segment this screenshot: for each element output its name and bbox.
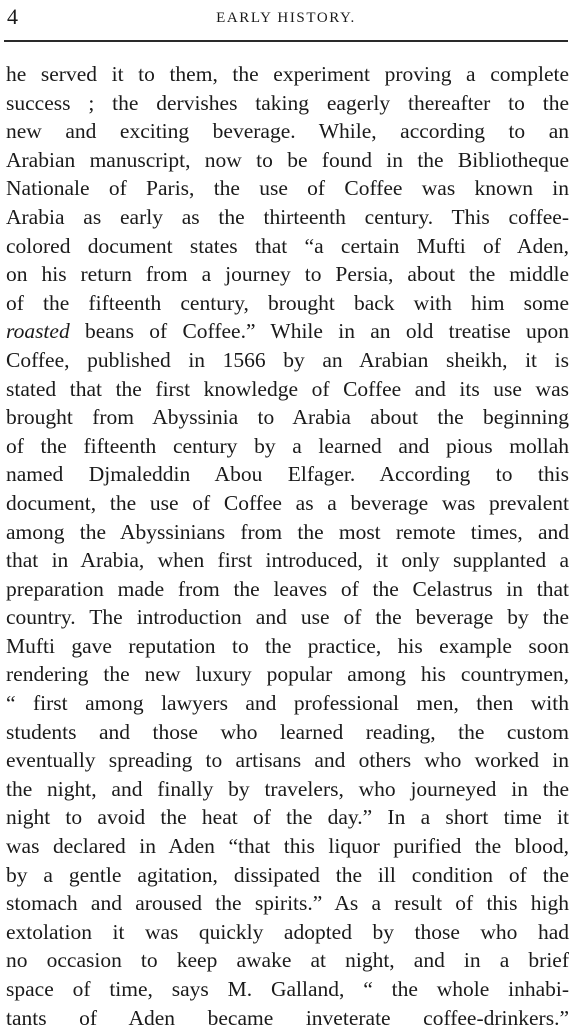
line-text: beans of Coffee.” While in an old treatise upon bbox=[69, 319, 569, 344]
text-line bbox=[6, 375, 569, 404]
line-text: stated that the first knowledge of Coffee and its use was bbox=[6, 376, 569, 401]
text-line bbox=[6, 603, 569, 632]
line-text: by a gentle agitation, dissipated the ill condition of the bbox=[6, 862, 569, 887]
text-line bbox=[6, 918, 569, 947]
line-text: of the fifteenth century by a learned and pious mollah bbox=[6, 433, 569, 458]
italic-word: roasted bbox=[6, 319, 70, 344]
line-text: of the fifteenth century, brought back with him some bbox=[6, 290, 569, 315]
text-line bbox=[6, 889, 569, 918]
page-number: 4 bbox=[7, 4, 18, 29]
line-text: Nationale of Paris, the use of Coffee was known in bbox=[6, 176, 569, 201]
text-line bbox=[6, 803, 569, 832]
line-text: tants of Aden became inveterate coffee-drinkers.” bbox=[6, 1005, 569, 1030]
text-line bbox=[6, 203, 569, 232]
line-text: new and exciting beverage. While, according to an bbox=[6, 119, 569, 144]
text-line bbox=[6, 432, 569, 461]
line-text: Arabia as early as the thirteenth century. This coffee- bbox=[6, 204, 569, 229]
text-line bbox=[6, 317, 569, 346]
text-line bbox=[6, 1004, 569, 1032]
text-line bbox=[6, 260, 569, 289]
text-line bbox=[6, 689, 569, 718]
line-text: students and those who learned reading, the custom bbox=[6, 719, 569, 744]
line-text: no occasion to keep awake at night, and in a brief bbox=[6, 948, 569, 973]
line-text: brought from Abyssinia to Arabia about the beginning bbox=[6, 405, 569, 430]
line-text: stomach and aroused the spirits.” As a result of this high bbox=[6, 891, 569, 916]
text-line bbox=[6, 117, 569, 146]
line-text: among the Abyssinians from the most remote times, and bbox=[6, 519, 569, 544]
text-line bbox=[6, 975, 569, 1004]
text-line bbox=[6, 89, 569, 118]
line-text: named Djmaleddin Abou Elfager. According to this bbox=[6, 462, 569, 487]
text-line bbox=[6, 746, 569, 775]
text-line bbox=[6, 518, 569, 547]
text-line bbox=[6, 946, 569, 975]
line-text: eventually spreading to artisans and others who worked in bbox=[6, 748, 569, 773]
text-line bbox=[6, 718, 569, 747]
line-text: the night, and finally by travelers, who journeyed in the bbox=[6, 776, 569, 801]
text-line bbox=[6, 832, 569, 861]
text-line bbox=[6, 403, 569, 432]
line-text: on his return from a journey to Persia, about the middle bbox=[6, 262, 569, 287]
line-text: Coffee, published in 1566 by an Arabian sheikh, it is bbox=[6, 347, 569, 372]
line-text: “ first among lawyers and professional men, then with bbox=[6, 691, 569, 716]
text-line bbox=[6, 861, 569, 890]
text-line bbox=[6, 460, 569, 489]
text-line bbox=[6, 60, 569, 89]
running-title: EARLY HISTORY. bbox=[216, 10, 356, 26]
text-line bbox=[6, 289, 569, 318]
text-line bbox=[6, 660, 569, 689]
text-line bbox=[6, 775, 569, 804]
text-line bbox=[6, 232, 569, 261]
line-text: that in Arabia, when first introduced, it only supplanted a bbox=[6, 548, 569, 573]
text-line bbox=[6, 632, 569, 661]
line-text: Arabian manuscript, now to be found in the Bibliotheque bbox=[6, 147, 569, 172]
line-text: extolation it was quickly adopted by those who had bbox=[6, 919, 569, 944]
text-line bbox=[6, 546, 569, 575]
text-line bbox=[6, 146, 569, 175]
line-text: Mufti gave reputation to the practice, his example soon bbox=[6, 633, 569, 658]
line-text: success ; the dervishes taking eagerly thereafter to the bbox=[6, 90, 569, 115]
text-line bbox=[6, 575, 569, 604]
text-line bbox=[6, 489, 569, 518]
line-text: space of time, says M. Galland, “ the whole inhabi- bbox=[6, 977, 569, 1001]
line-text: he served it to them, the experiment proving a complete bbox=[6, 62, 569, 86]
text-line bbox=[6, 346, 569, 375]
page-header bbox=[0, 0, 572, 44]
line-text: night to avoid the heat of the day.” In a short time it bbox=[6, 805, 569, 830]
line-text: preparation made from the leaves of the Celastrus in that bbox=[6, 576, 569, 601]
line-text: document, the use of Coffee as a beverage was prevalent bbox=[6, 490, 569, 515]
header-rule bbox=[4, 40, 568, 42]
line-text: rendering the new luxury popular among his countrymen, bbox=[6, 662, 569, 687]
text-line bbox=[6, 174, 569, 203]
body-text bbox=[6, 60, 569, 1032]
line-text: country. The introduction and use of the beverage by the bbox=[6, 605, 569, 630]
line-text: was declared in Aden “that this liquor purified the blood, bbox=[6, 834, 569, 859]
line-text: colored document states that “a certain Mufti of Aden, bbox=[6, 233, 569, 258]
